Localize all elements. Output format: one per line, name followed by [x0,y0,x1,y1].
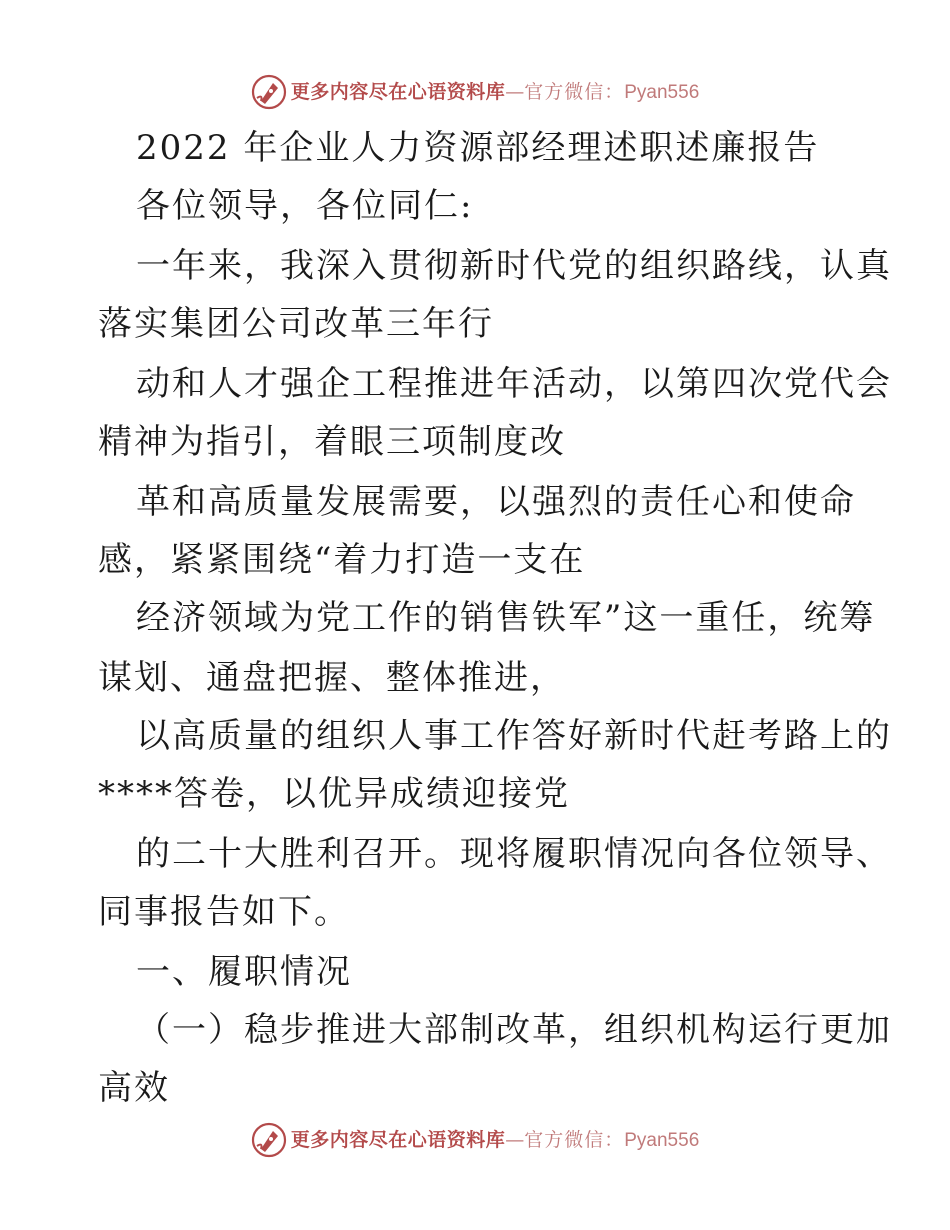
document-title: 2022 年企业人力资源部经理述职述廉报告 [136,128,820,168]
paragraph-line: 落实集团公司改革三年行 [98,304,494,344]
subsection-heading: （一）稳步推进大部制改革，组织机构运行更加 [136,1010,892,1050]
watermark-separator: — [505,80,525,103]
greeting: 各位领导，各位同仁: [136,186,474,226]
watermark-contact-id: Pyan556 [624,1129,700,1151]
paragraph-line: 以高质量的组织人事工作答好新时代赶考路上的 [136,716,892,756]
fountain-pen-nib-logo-icon [251,74,287,110]
watermark-contact-prefix: 官方微信： [524,80,625,103]
paragraph-line: 感，紧紧围绕“着力打造一支在 [98,540,586,580]
paragraph-line: 同事报告如下。 [98,892,350,932]
paragraph-line: 谋划、通盘把握、整体推进， [98,658,566,698]
watermark-contact-prefix: 官方微信： [524,1128,625,1151]
header-watermark [0,70,950,114]
section-heading: 一、履职情况 [136,952,352,992]
paragraph-line: 经济领域为党工作的销售铁军”这一重任，统筹 [136,598,876,638]
paragraph-line: 一年来，我深入贯彻新时代党的组织路线，认真 [136,246,892,286]
paragraph-line: 革和高质量发展需要，以强烈的责任心和使命 [136,482,856,522]
watermark-separator: — [505,1128,525,1151]
subsection-heading-continued: 高效 [98,1068,170,1108]
paragraph-line: ****答卷，以优异成绩迎接党 [98,774,570,814]
watermark-site-text: 更多内容尽在心语资料库 [290,1128,506,1151]
paragraph-line: 精神为指引，着眼三项制度改 [98,422,566,462]
watermark-contact-id: Pyan556 [624,81,700,103]
watermark-site-text: 更多内容尽在心语资料库 [290,80,506,103]
paragraph-line: 的二十大胜利召开。现将履职情况向各位领导、 [136,834,892,874]
footer-watermark [0,1118,950,1162]
fountain-pen-nib-logo-icon [251,1122,287,1158]
paragraph-line: 动和人才强企工程推进年活动，以第四次党代会 [136,364,892,404]
